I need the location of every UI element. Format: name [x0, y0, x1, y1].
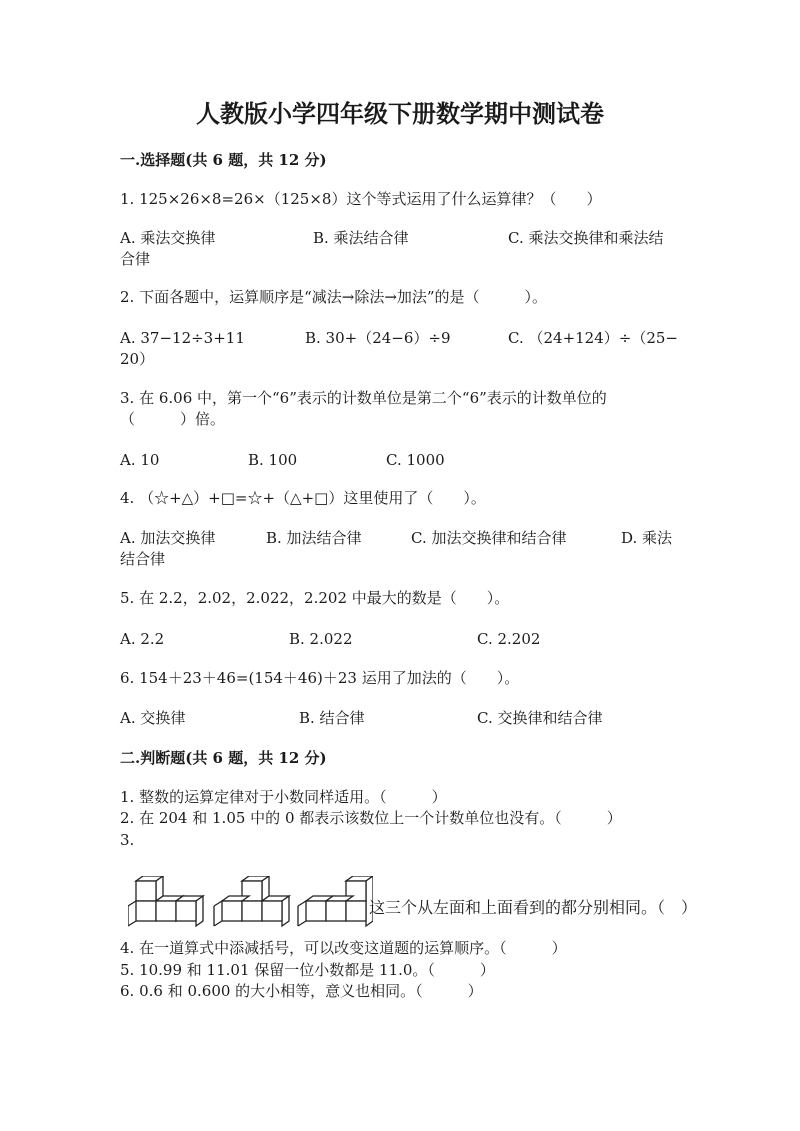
judge-question-3-number: 3.: [120, 831, 135, 849]
question-5-option-c: C. 2.202: [477, 630, 541, 648]
question-6-option-a: A. 交换律: [120, 709, 186, 727]
question-4-option-c: C. 加法交换律和结合律: [411, 529, 567, 547]
question-3-option-c: C. 1000: [386, 451, 445, 469]
question-3-option-b: B. 100: [248, 451, 298, 469]
question-5-stem: 5. 在 2.2，2.02，2.022，2.202 中最大的数是（ ）。: [120, 589, 510, 607]
cube-group-1: [128, 876, 203, 926]
cube-group-3: [298, 876, 373, 926]
question-4-stem: 4. （☆+△）+□=☆+（△+□）这里使用了（ ）。: [120, 489, 486, 507]
question-1-option-c: C. 乘法交换律和乘法结: [508, 229, 664, 247]
question-1-option-b: B. 乘法结合律: [313, 229, 409, 247]
question-2-option-c: C. （24+124）÷（25−: [508, 329, 678, 347]
question-5-option-a: A. 2.2: [120, 630, 165, 648]
judge-question-6: 6. 0.6 和 0.600 的大小相等，意义也相同。（ ）: [120, 982, 483, 1000]
cube-figure: [128, 876, 373, 932]
judge-question-2: 2. 在 204 和 1.05 中的 0 都表示该数位上一个计数单位也没有。（ ）: [120, 809, 622, 827]
question-2-option-a: A. 37−12÷3+11: [120, 329, 245, 347]
question-1-stem: 1. 125×26×8=26×（125×8）这个等式运用了什么运算律？（ ）: [120, 190, 602, 208]
question-6-stem: 6. 154＋23＋46=(154＋46)＋23 运用了加法的（ ）。: [120, 669, 520, 687]
question-2-option-b: B. 30+（24−6）÷9: [305, 329, 451, 347]
question-3-stem-cont: （ ）倍。: [120, 410, 226, 428]
question-6-option-c: C. 交换律和结合律: [477, 709, 603, 727]
page-title: 人教版小学四年级下册数学期中测试卷: [196, 99, 604, 128]
question-4-option-d: D. 乘法: [621, 529, 673, 547]
question-3-option-a: A. 10: [120, 451, 160, 469]
question-5-option-b: B. 2.022: [289, 630, 353, 648]
question-4-option-d-cont: 结合律: [120, 550, 166, 568]
question-6-option-b: B. 结合律: [299, 709, 365, 727]
judge-question-1: 1. 整数的运算定律对于小数同样适用。（ ）: [120, 788, 447, 806]
question-1-option-c-cont: 合律: [120, 250, 151, 268]
cube-group-2: [214, 876, 289, 926]
judge-question-5: 5. 10.99 和 11.01 保留一位小数都是 11.0。（ ）: [120, 961, 495, 979]
section-heading-judge: 二.判断题(共 6 题，共 12 分): [120, 749, 327, 767]
question-3-stem: 3. 在 6.06 中，第一个“6”表示的计数单位是第二个“6”表示的计数单位的: [120, 389, 607, 407]
question-2-stem: 2. 下面各题中，运算顺序是“减法→除法→加法”的是（ ）。: [120, 288, 548, 306]
question-4-option-a: A. 加法交换律: [120, 529, 216, 547]
question-1-option-a: A. 乘法交换律: [120, 229, 216, 247]
judge-question-4: 4. 在一道算式中添减括号，可以改变这道题的运算顺序。（ ）: [120, 939, 567, 957]
question-4-option-b: B. 加法结合律: [266, 529, 362, 547]
question-2-option-c-cont: 20）: [120, 350, 155, 368]
section-heading-choice: 一.选择题(共 6 题，共 12 分): [120, 151, 327, 169]
judge-question-3-text: 这三个从左面和上面看到的都分别相同。（ ）: [369, 898, 698, 917]
cube-arrangements-image: [128, 876, 373, 932]
